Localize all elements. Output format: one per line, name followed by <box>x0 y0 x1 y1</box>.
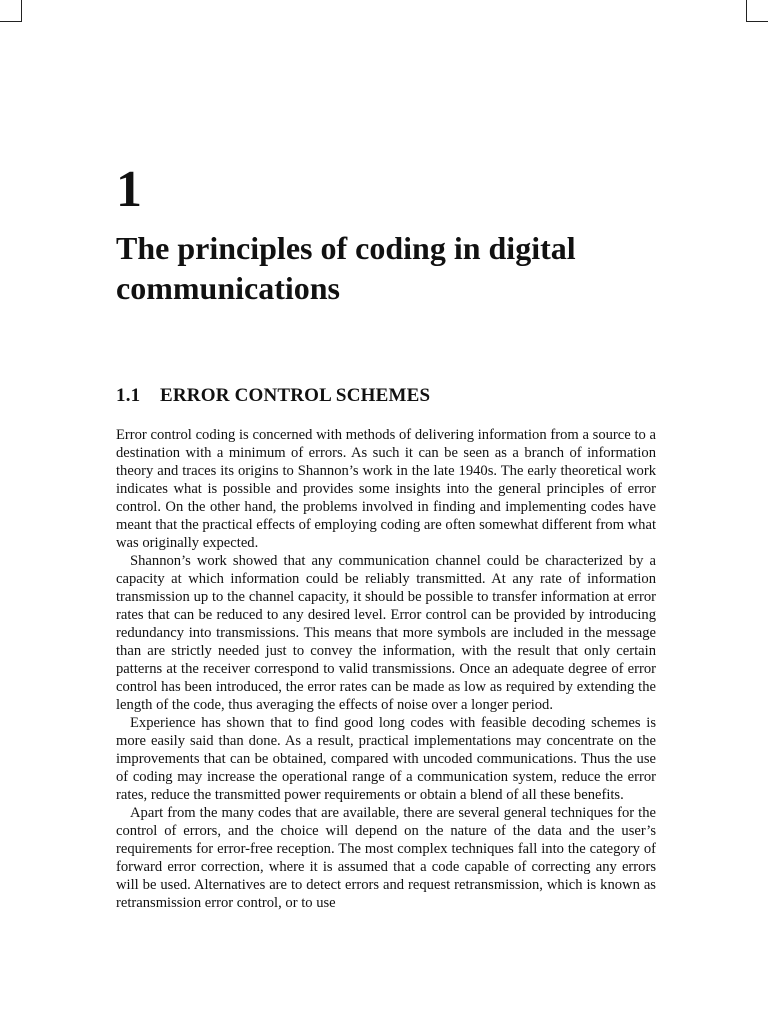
paragraph-4: Apart from the many codes that are available, there are several general techniques for the control of errors, and the choice will depend on the nature of the data and the user’s requirements for error-free reception. The most complex techniques fall into the category of forward error correction, where it is assumed that a code capable of correcting any errors will be used. Alternatives are to detect errors and request retransmission, which is known as retransmission error control, or to use <box>116 805 656 911</box>
paragraph-1: Error control coding is concerned with methods of delivering information from a source to a destination with a minimum of errors. As such it can be seen as a branch of information theory and traces its origins to Shannon’s work in the late 1940s. The early theoretical work indicates what is possible and provides some insights into the general principles of error control. On the other hand, the problems involved in finding and implementing codes have meant that the practical effects of employing coding are often somewhat different from what was originally expected. <box>116 427 656 551</box>
paragraph-2: Shannon’s work showed that any communication channel could be characterized by a capacity at which information could be reliably transmitted. At any rate of information transmission up to the channel capacity, it should be possible to transfer information at error rates that can be reduced to any desired level. Error control can be provided by introducing redundancy into transmissions. This means that more symbols are included in the message than are strictly needed just to convey the information, with the result that only certain patterns at the receiver correspond to valid transmissions. Once an adequate degree of error control has been introduced, the error rates can be made as low as required by extending the length of the code, thus averaging the effects of noise over a longer period. <box>116 553 656 713</box>
section-title: ERROR CONTROL SCHEMES <box>160 385 431 406</box>
chapter-number: 1 <box>116 161 142 218</box>
section-number: 1.1 <box>116 385 141 406</box>
crop-mark-top-left-horizontal <box>0 21 22 22</box>
chapter-title: The principles of coding in digital communications <box>116 230 576 306</box>
paragraph-3: Experience has shown that to find good long codes with feasible decoding schemes is more easily said than done. As a result, practical implementations may concentrate on the improvements that can be obtained, compared with uncoded communications. Thus the use of coding may increase the operational range of a communication system, reduce the error rates, reduce the transmitted power requirements or obtain a blend of all these benefits. <box>116 715 656 803</box>
crop-mark-top-right-horizontal <box>747 21 768 22</box>
crop-mark-top-right-vertical <box>746 0 747 22</box>
body-text <box>116 426 656 912</box>
crop-mark-top-left-vertical <box>21 0 22 22</box>
section-heading <box>116 384 430 408</box>
